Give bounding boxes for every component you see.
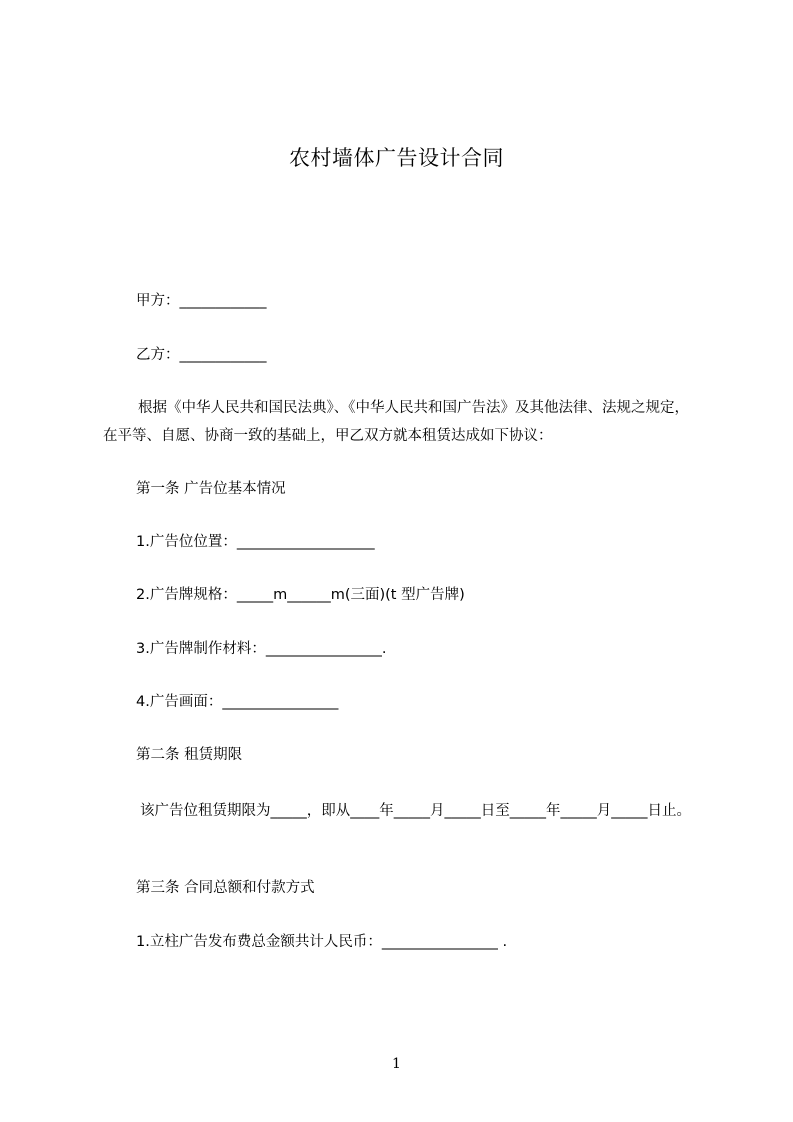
article-1-heading: 第一条 广告位基本情况 xyxy=(136,481,286,497)
page-number: 1 xyxy=(392,1056,401,1072)
article-3-item-1: 1.立柱广告发布费总金额共计人民币：________________ . xyxy=(136,934,508,950)
article-2-heading: 第二条 租赁期限 xyxy=(136,747,243,763)
article-3-heading: 第三条 合同总额和付款方式 xyxy=(136,880,315,896)
party-a-line: 甲方：____________ xyxy=(136,293,267,309)
document-title: 农村墙体广告设计合同 xyxy=(289,146,504,170)
article-1-item-2: 2.广告牌规格：_____m______m(三面)(t 型广告牌) xyxy=(136,587,465,603)
preamble-paragraph: 根据《中华人民共和国民法典》、《中华人民共和国广告法》及其他法律、法规之规定，在平等、自愿、协商一致的基础上，甲乙双方就本租赁达成如下协议： xyxy=(103,400,689,444)
article-1-item-4: 4.广告画面：________________ xyxy=(136,694,339,710)
article-2-paragraph: 该广告位租赁期限为_____，即从____年_____月_____日至_____年_____月_____日止。 xyxy=(140,803,691,819)
article-1-item-1: 1.广告位位置：___________________ xyxy=(136,534,375,550)
article-1-item-3: 3.广告牌制作材料：________________. xyxy=(136,641,387,657)
party-b-line: 乙方：____________ xyxy=(136,347,267,363)
